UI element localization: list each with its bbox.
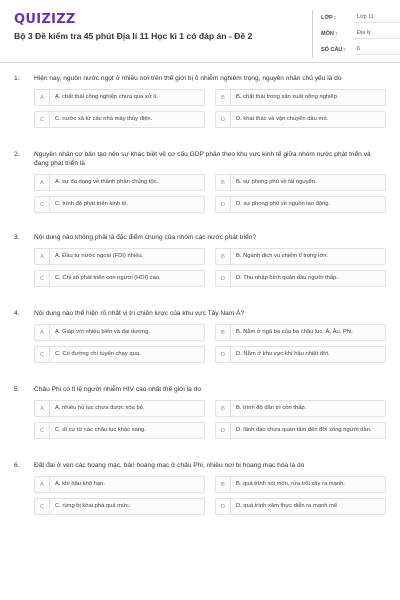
meta-label: SỐ CÂU : (321, 47, 346, 53)
option-text: C. rừng bị khai phá quá mức. (55, 503, 131, 509)
meta-value: 6 (355, 46, 400, 55)
question-text: Hiện nay, nguồn nước ngọt ở nhiều nơi trên thế giới bị ô nhiễm nghiêm trọng, nguyên nhân chủ yếu là do (34, 75, 342, 82)
option-text: A. sự đa dạng về thành phần chủng tộc. (55, 179, 159, 185)
question-stem (14, 233, 386, 242)
answer-option-a[interactable] (34, 476, 205, 493)
question-text: Châu Phi có tỉ lệ người nhiễm HIV cao nhất thế giới là do (34, 386, 202, 393)
answer-option-a[interactable] (34, 324, 205, 341)
option-text: D. lãnh đạo chưa quan tâm đến đời sống người dân. (236, 427, 372, 433)
option-letter-badge: D (216, 271, 231, 286)
question-6 (14, 461, 386, 515)
question-text: Nguyên nhân cơ bản tạo nên sự khác biệt về cơ cấu GDP phân theo khu vực kinh tế giữa nhóm nước phát triển và đang phát triển là (34, 151, 371, 167)
answer-options (34, 400, 386, 439)
option-text: B. Nằm ở ngã ba của ba châu lục: Á, Âu, Phi. (236, 329, 353, 335)
answer-option-b[interactable] (215, 248, 386, 265)
answer-option-b[interactable] (215, 324, 386, 341)
answer-option-b[interactable] (215, 89, 386, 106)
answer-options (34, 248, 386, 287)
option-text: A. chất thải công nghiệp chưa qua xử lí. (55, 94, 158, 100)
answer-option-d[interactable] (215, 498, 386, 515)
option-text: B. trình độ dân trí còn thấp. (236, 405, 307, 411)
question-stem (14, 461, 386, 470)
question-stem (14, 309, 386, 318)
quizizz-logo: QUIZIZZ (14, 12, 76, 27)
worksheet-header (0, 0, 400, 63)
option-letter-badge: D (216, 347, 231, 362)
question-text: Nội dung nào không phải là đặc điểm chung của nhóm các nước phát triển? (34, 234, 257, 241)
option-text: C. trình độ phát triển kinh tế. (55, 201, 129, 207)
answer-option-a[interactable] (34, 89, 205, 106)
option-letter-badge: C (35, 347, 50, 362)
answer-option-c[interactable] (34, 111, 205, 128)
question-5 (14, 385, 386, 439)
option-text: B. sự phong phú về tài nguyên. (236, 179, 317, 185)
option-text: D. sự phong phú về nguồn lao động. (236, 201, 331, 207)
answer-option-c[interactable] (34, 346, 205, 363)
option-letter-badge: A (35, 175, 50, 190)
answer-option-a[interactable] (34, 400, 205, 417)
option-letter-badge: B (216, 249, 231, 264)
question-1 (14, 74, 386, 128)
answer-option-a[interactable] (34, 248, 205, 265)
question-number: 2. (14, 151, 20, 158)
question-4 (14, 309, 386, 363)
meta-panel (312, 10, 400, 58)
meta-value: Địa lý (355, 30, 400, 39)
option-letter-badge: B (216, 401, 231, 416)
answer-option-a[interactable] (34, 174, 205, 191)
option-text: C. Chỉ số phát triển con người (HDI) cao. (55, 275, 161, 281)
answer-option-b[interactable] (215, 174, 386, 191)
option-letter-badge: C (35, 197, 50, 212)
meta-row-count (321, 42, 400, 58)
answer-option-d[interactable] (215, 422, 386, 439)
question-stem (14, 74, 386, 83)
option-letter-badge: C (35, 423, 50, 438)
answer-option-d[interactable] (215, 346, 386, 363)
option-text: B. quá trình xói mòn, rửa trôi xảy ra mạnh. (236, 481, 345, 487)
option-text: D. Thu nhập bình quân đầu người thấp. (236, 275, 339, 281)
option-text: D. Nằm ở khu vực khí hậu nhiệt đới. (236, 351, 330, 357)
meta-label: LỚP : (321, 15, 336, 21)
answer-option-d[interactable] (215, 111, 386, 128)
option-letter-badge: B (216, 477, 231, 492)
answer-options (34, 476, 386, 515)
question-stem (14, 150, 386, 168)
option-letter-badge: A (35, 401, 50, 416)
answer-option-c[interactable] (34, 270, 205, 287)
answer-options (34, 174, 386, 213)
question-3 (14, 233, 386, 287)
option-letter-badge: B (216, 175, 231, 190)
question-number: 6. (14, 462, 20, 469)
answer-option-c[interactable] (34, 422, 205, 439)
option-text: D. khai thác và vận chuyển dầu mỏ. (236, 116, 329, 122)
option-text: A. Đầu tư nước ngoài (FDI) nhiều. (55, 253, 144, 259)
option-letter-badge: C (35, 271, 50, 286)
question-number: 3. (14, 234, 20, 241)
question-text: Nội dung nào thể hiện rõ nhất vị trí chiến lược của khu vực Tây Nam Á? (34, 310, 245, 317)
answer-option-b[interactable] (215, 476, 386, 493)
question-number: 4. (14, 310, 20, 317)
option-text: D. quá trình xâm thực diễn ra mạnh mẽ (236, 503, 338, 509)
answer-options (34, 89, 386, 128)
option-text: A. nhiều hủ tục chưa được xóa bỏ. (55, 405, 145, 411)
option-letter-badge: B (216, 325, 231, 340)
option-text: C. nước xả từ các nhà máy thủy điện. (55, 116, 153, 122)
option-text: C. Có đường chí tuyến chạy qua. (55, 351, 141, 357)
option-letter-badge: D (216, 499, 231, 514)
option-text: C. di cư từ các châu lục khác sang. (55, 427, 146, 433)
option-text: A. khí hậu khô hạn. (55, 481, 105, 487)
question-stem (14, 385, 386, 394)
meta-value: Lớp 11 (355, 14, 400, 23)
question-2 (14, 150, 386, 213)
option-letter-badge: A (35, 249, 50, 264)
answer-options (34, 324, 386, 363)
question-text: Đất đai ở ven các hoang mạc, bán hoang mạc ở châu Phi, nhiều nơi bị hoang mạc hóa là do (34, 462, 305, 469)
question-list (0, 74, 400, 515)
option-letter-badge: C (35, 499, 50, 514)
option-letter-badge: A (35, 325, 50, 340)
option-letter-badge: C (35, 112, 50, 127)
option-text: A. Giáp với nhiều biển và đại dương. (55, 329, 150, 335)
meta-row-class (321, 10, 400, 26)
option-letter-badge: D (216, 423, 231, 438)
option-letter-badge: D (216, 112, 231, 127)
question-number: 5. (14, 386, 20, 393)
document-title: Bộ 3 Đề kiểm tra 45 phút Địa lí 11 Học kì 1 có đáp án - Đề 2 (14, 31, 253, 41)
question-number: 1. (14, 75, 20, 82)
option-letter-badge: D (216, 197, 231, 212)
option-text: B. chất thải trong sản xuất nông nghiệp. (236, 94, 339, 100)
option-letter-badge: B (216, 90, 231, 105)
meta-label: MÔN : (321, 31, 338, 37)
answer-option-d[interactable] (215, 196, 386, 213)
option-letter-badge: A (35, 477, 50, 492)
option-text: B. Ngành dịch vụ chiếm tỉ trọng lớn. (236, 253, 329, 259)
meta-row-subject (321, 26, 400, 42)
option-letter-badge: A (35, 90, 50, 105)
answer-option-c[interactable] (34, 498, 205, 515)
answer-option-c[interactable] (34, 196, 205, 213)
answer-option-d[interactable] (215, 270, 386, 287)
answer-option-b[interactable] (215, 400, 386, 417)
